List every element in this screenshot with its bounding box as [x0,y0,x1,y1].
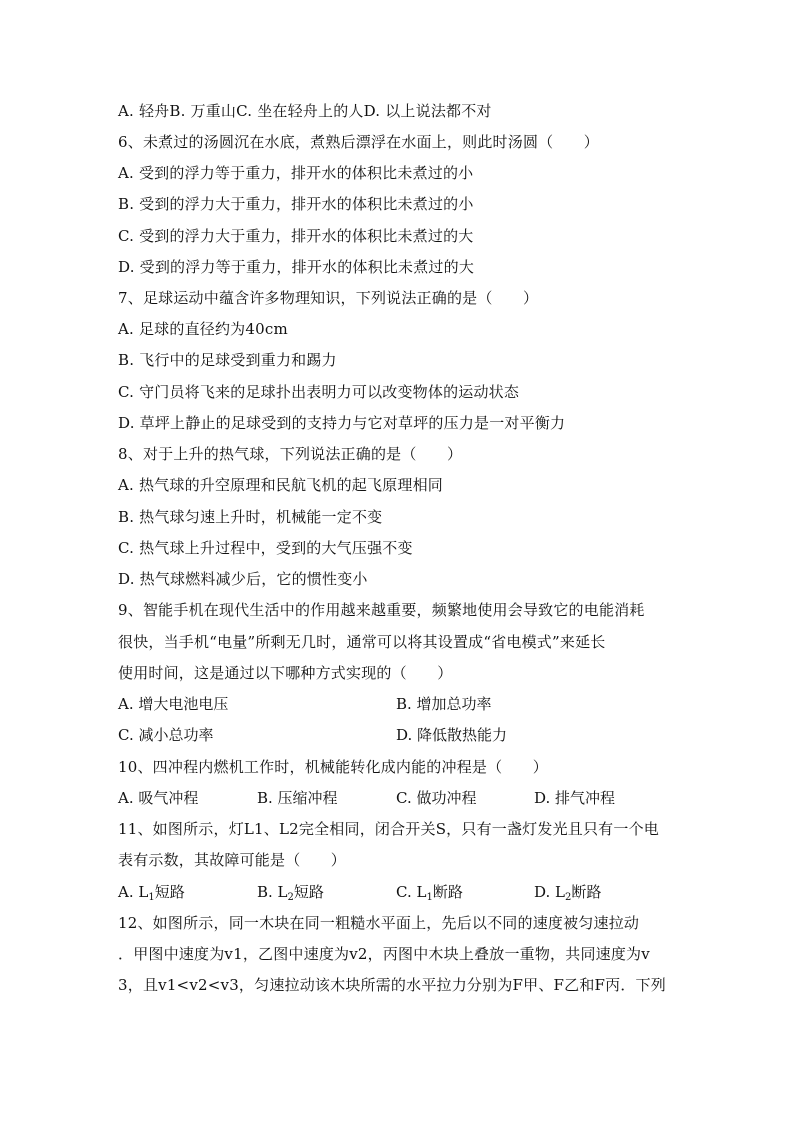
q8-option-b: B. 热气球匀速上升时，机械能一定不变 [118,508,383,526]
q10-option-a: A. 吸气冲程 [118,789,199,807]
q11-stem-line-2: 表有示数，其故障可能是（ ） [118,851,347,869]
q11-stem-line-1: 11、如图所示，灯L1、L2完全相同，闭合开关S，只有一盏灯发光且只有一个电 [118,820,659,838]
q12-stem-line-1: 12、如图所示，同一木块在同一粗糙水平面上，先后以不同的速度被匀速拉动 [118,914,640,932]
q7-option-c: C. 守门员将飞来的足球扑出表明力可以改变物体的运动状态 [118,383,520,401]
q8-option-a: A. 热气球的升空原理和民航飞机的起飞原理相同 [118,476,443,494]
q10-option-b: B. 压缩冲程 [257,789,338,807]
q9-option-d: D. 降低散热能力 [396,726,508,744]
q10-option-d: D. 排气冲程 [534,789,616,807]
q8-option-c: C. 热气球上升过程中，受到的大气压强不变 [118,539,413,557]
q8-stem: 8、对于上升的热气球，下列说法正确的是（ ） [118,445,463,463]
q5-options-line: A. 轻舟B. 万重山C. 坐在轻舟上的人D. 以上说法都不对 [118,102,492,120]
q7-stem: 7、足球运动中蕴含许多物理知识，下列说法正确的是（ ） [118,289,539,307]
q6-stem: 6、未煮过的汤圆沉在水底，煮熟后漂浮在水面上，则此时汤圆（ ） [118,133,599,151]
q10-stem: 10、四冲程内燃机工作时，机械能转化成内能的冲程是（ ） [118,758,548,776]
q6-option-d: D. 受到的浮力等于重力，排开水的体积比未煮过的大 [118,258,475,276]
q9-option-a: A. 增大电池电压 [118,695,229,713]
q6-option-a: A. 受到的浮力等于重力，排开水的体积比未煮过的小 [118,164,474,182]
q9-stem-line-1: 9、智能手机在现代生活中的作用越来越重要，频繁地使用会导致它的电能消耗 [118,601,645,619]
q7-option-a: A. 足球的直径约为40cm [118,320,288,338]
q6-option-b: B. 受到的浮力大于重力，排开水的体积比未煮过的小 [118,195,474,213]
q11-option-c: C. $L_1$断路 [396,883,463,903]
q10-option-c: C. 做功冲程 [396,789,477,807]
q8-option-d: D. 热气球燃料减少后，它的惯性变小 [118,570,368,588]
q9-option-c: C. 减小总功率 [118,726,214,744]
q12-stem-line-2: ．甲图中速度为v1，乙图中速度为v2，丙图中木块上叠放一重物，共同速度为v [118,945,650,963]
q12-stem-line-3: 3，且v1<v2<v3，匀速拉动该木块所需的水平拉力分别为F甲、F乙和F丙．下列 [118,976,666,994]
q7-option-d: D. 草坪上静止的足球受到的支持力与它对草坪的压力是一对平衡力 [118,414,566,432]
q11-option-d: D. $L_2$断路 [534,883,602,903]
q9-option-b: B. 增加总功率 [396,695,492,713]
q11-option-a: A. $L_1$短路 [118,883,185,903]
q9-stem-line-3: 使用时间，这是通过以下哪种方式实现的（ ） [118,664,453,682]
q6-option-c: C. 受到的浮力大于重力，排开水的体积比未煮过的大 [118,227,474,245]
q11-option-b: B. $L_2$短路 [257,883,324,903]
q9-stem-line-2: 很快，当手机“电量”所剩无几时，通常可以将其设置成“省电模式”来延长 [118,633,606,651]
q7-option-b: B. 飞行中的足球受到重力和踢力 [118,351,337,369]
